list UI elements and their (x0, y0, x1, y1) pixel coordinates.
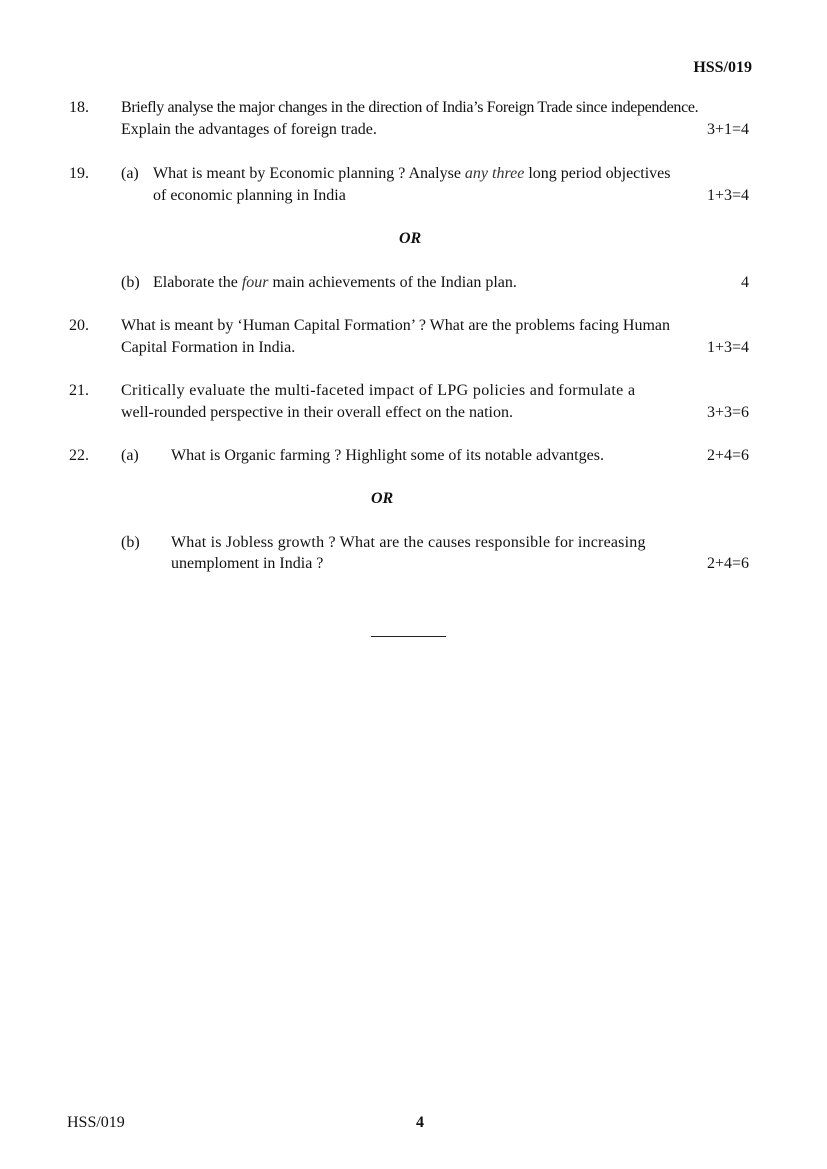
question-text-line2: Capital Formation in India. (121, 339, 296, 356)
or-separator: OR (371, 490, 394, 507)
text-segment: What is meant by Economic planning ? Analyse (153, 165, 465, 182)
option-label-b: (b) (121, 274, 140, 291)
page-number: 4 (416, 1114, 424, 1131)
option-b-text (153, 272, 517, 294)
question-text-line1: What is meant by ‘Human Capital Formation’ ? What are the problems facing Human (121, 317, 671, 334)
question-marks: 3+3=6 (706, 404, 749, 421)
option-label-b: (b) (121, 534, 140, 551)
emphasis-text: any three (464, 165, 525, 182)
option-label-a: (a) (121, 447, 139, 464)
option-b-line1: What is Jobless growth ? What are the causes responsible for increasing (171, 534, 646, 551)
question-marks: 2+4=6 (706, 555, 749, 572)
option-a-text: What is Organic farming ? Highlight some of its notable advantges. (171, 447, 604, 464)
question-number: 19. (69, 165, 89, 182)
emphasis-text: four (241, 274, 269, 291)
question-marks: 1+3=4 (706, 187, 749, 204)
question-text-line1: Briefly analyse the major changes in the direction of India’s Foreign Trade since independence. (121, 99, 699, 116)
or-separator: OR (399, 230, 422, 247)
question-marks: 4 (741, 274, 749, 291)
option-a-line2: of economic planning in India (153, 187, 346, 204)
question-number: 22. (69, 447, 89, 464)
question-text-line2: Explain the advantages of foreign trade. (121, 121, 377, 138)
question-number: 20. (69, 317, 89, 334)
option-a-line1 (153, 163, 671, 185)
question-number: 18. (69, 99, 89, 116)
question-marks: 3+1=4 (706, 121, 749, 138)
question-marks: 2+4=6 (706, 447, 749, 464)
text-segment: long period objectives (524, 165, 671, 182)
end-of-paper-rule (371, 636, 446, 637)
question-number: 21. (69, 382, 89, 399)
question-text-line2: well-rounded perspective in their overall effect on the nation. (121, 404, 513, 421)
question-marks: 1+3=4 (706, 339, 749, 356)
header-code: HSS/019 (693, 59, 752, 76)
text-segment: main achievements of the Indian plan. (268, 274, 517, 291)
question-text-line1: Critically evaluate the multi-faceted impact of LPG policies and formulate a (121, 382, 636, 399)
text-segment: Elaborate the (153, 274, 242, 291)
option-b-line2: unemploment in India ? (171, 555, 324, 572)
option-label-a: (a) (121, 165, 139, 182)
footer-code: HSS/019 (67, 1114, 125, 1131)
